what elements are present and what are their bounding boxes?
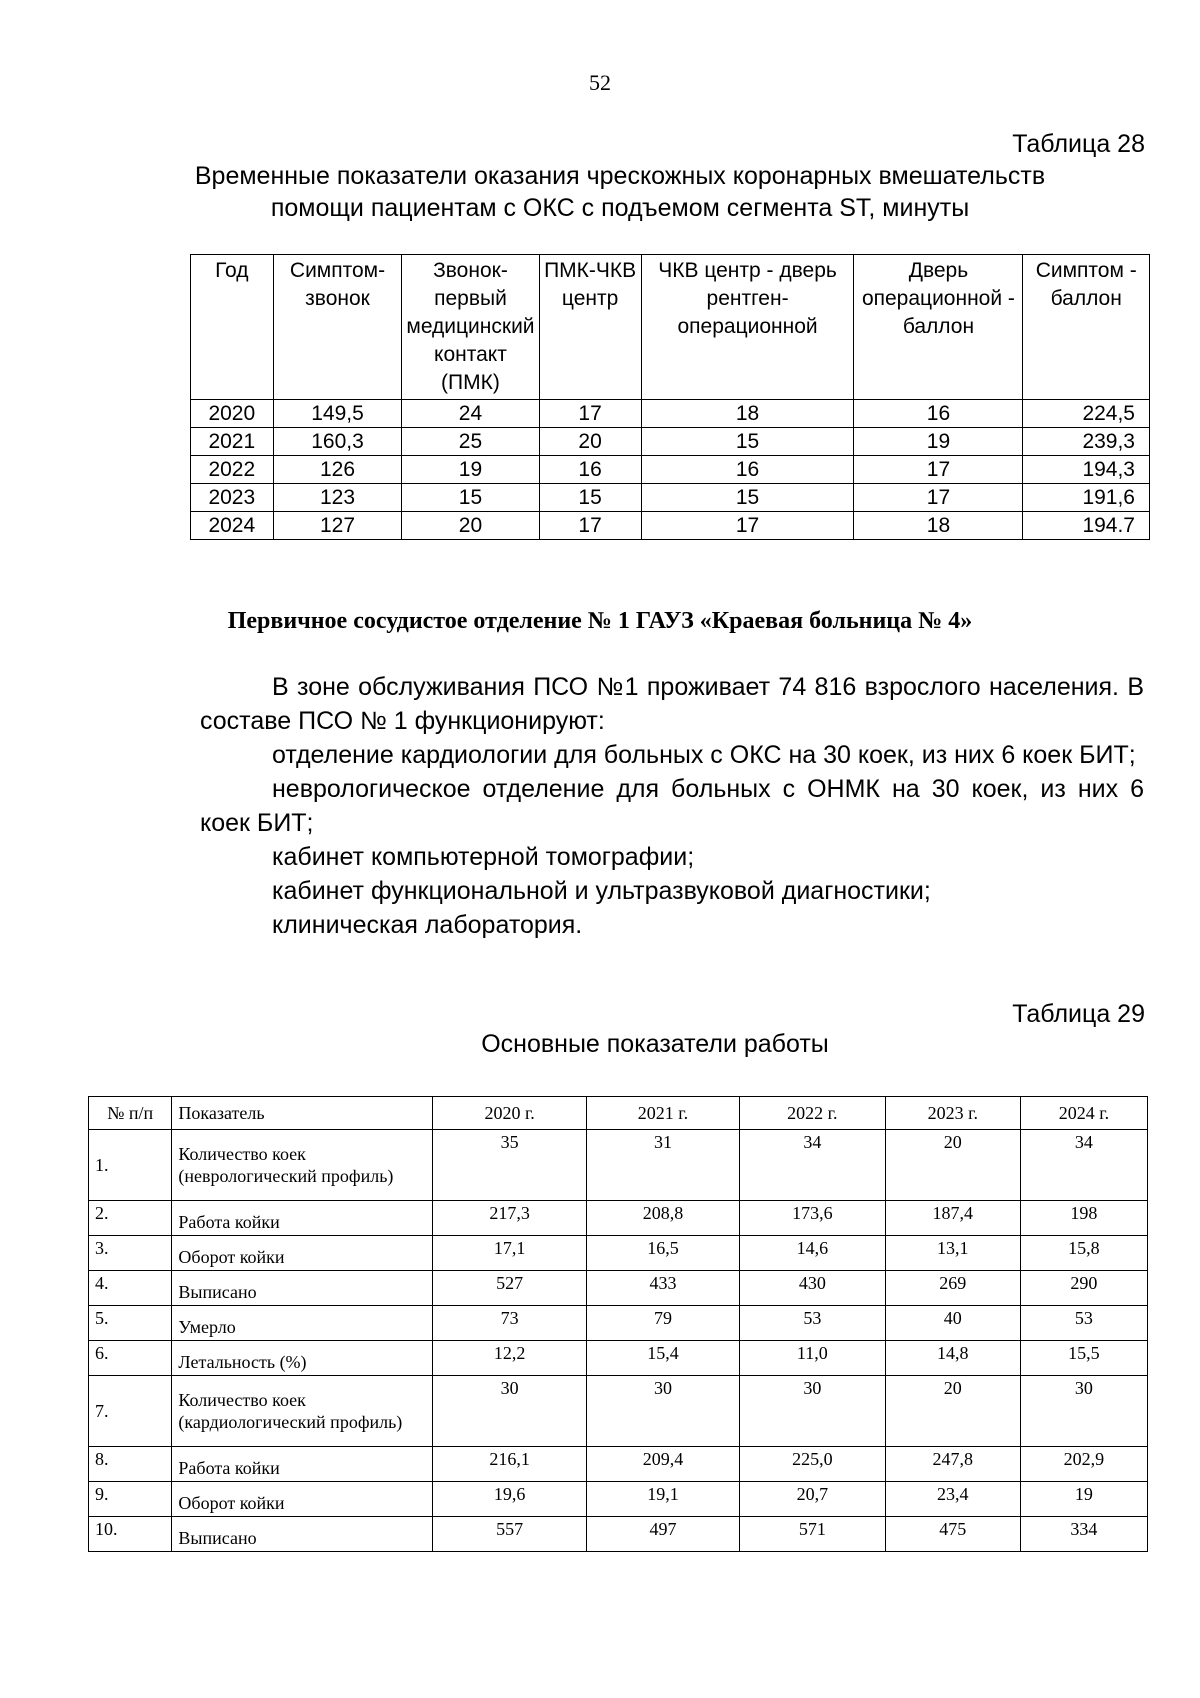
t28-header-fmc-pci: ПМК-ЧКВ центр <box>539 255 641 400</box>
table-cell: 17,1 <box>433 1236 587 1271</box>
table-cell: 19 <box>1020 1482 1147 1517</box>
table-28-label: Таблица 28 <box>1012 130 1145 158</box>
table-cell: 17 <box>854 484 1023 512</box>
table-cell: 15 <box>539 484 641 512</box>
table-cell: Работа койки <box>172 1201 433 1236</box>
table-cell: 15 <box>402 484 539 512</box>
table-cell: 2020 <box>191 400 274 428</box>
table-cell: 15,5 <box>1020 1341 1147 1376</box>
table-cell: 6. <box>89 1341 172 1376</box>
table-cell: 160,3 <box>273 428 402 456</box>
table-cell: Количество коек (кардиологический профиль) <box>172 1376 433 1447</box>
table-cell: 20 <box>885 1376 1020 1447</box>
table-row <box>191 400 1150 428</box>
table-cell: 17 <box>539 400 641 428</box>
table-28-title-line1: Временные показатели оказания чрескожных коронарных вмешательств <box>194 162 1046 190</box>
table-cell: 1. <box>89 1130 172 1201</box>
table-cell: 20,7 <box>739 1482 885 1517</box>
table-cell: 18 <box>641 400 854 428</box>
t29-header-2023: 2023 г. <box>885 1097 1020 1130</box>
table-row <box>89 1236 1148 1271</box>
t29-header-2022: 2022 г. <box>739 1097 885 1130</box>
paragraph-6: клиническая лаборатория. <box>272 911 583 939</box>
table-cell: 31 <box>587 1130 740 1201</box>
table-cell: 23,4 <box>885 1482 1020 1517</box>
table-row <box>89 1482 1148 1517</box>
paragraph-1: В зоне обслуживания ПСО №1 проживает 74 816 взрослого населения. В составе ПСО № 1 функционируют: <box>200 673 1144 735</box>
table-row <box>89 1517 1148 1552</box>
table-row <box>191 456 1150 484</box>
t29-header-index: № п/п <box>89 1097 172 1130</box>
table-cell: 15 <box>641 484 854 512</box>
table-cell: 13,1 <box>885 1236 1020 1271</box>
table-cell: 334 <box>1020 1517 1147 1552</box>
table-cell: 16,5 <box>587 1236 740 1271</box>
table-cell: Оборот койки <box>172 1482 433 1517</box>
paragraph-4: кабинет компьютерной томографии; <box>272 843 695 871</box>
table-cell: 187,4 <box>885 1201 1020 1236</box>
table-cell: 3. <box>89 1236 172 1271</box>
table-29-title: Основные показатели работы <box>481 1030 829 1058</box>
table-cell: 19 <box>854 428 1023 456</box>
table-cell: 17 <box>641 512 854 540</box>
table-cell: 571 <box>739 1517 885 1552</box>
table-cell: Количество коек (неврологический профиль) <box>172 1130 433 1201</box>
table-cell: 224,5 <box>1023 400 1150 428</box>
table-cell: 216,1 <box>433 1447 587 1482</box>
table-row <box>191 484 1150 512</box>
table-row <box>89 1201 1148 1236</box>
table-cell: 20 <box>885 1130 1020 1201</box>
table-cell: 9. <box>89 1482 172 1517</box>
t28-header-door-balloon: Дверь операционной - баллон <box>854 255 1023 400</box>
paragraph-5: кабинет функциональной и ультразвуковой диагностики; <box>272 877 931 905</box>
page-number: 52 <box>589 70 611 95</box>
table-cell: Оборот койки <box>172 1236 433 1271</box>
table-cell: 194,3 <box>1023 456 1150 484</box>
table-cell: 217,3 <box>433 1201 587 1236</box>
table-cell: 173,6 <box>739 1201 885 1236</box>
table-cell: 34 <box>739 1130 885 1201</box>
table-cell: 2023 <box>191 484 274 512</box>
table-row <box>191 428 1150 456</box>
table-cell: 15,8 <box>1020 1236 1147 1271</box>
table-cell: 433 <box>587 1271 740 1306</box>
t28-header-year: Год <box>191 255 274 400</box>
table-cell: 269 <box>885 1271 1020 1306</box>
table-cell: 527 <box>433 1271 587 1306</box>
table-cell: 202,9 <box>1020 1447 1147 1482</box>
table-28-header-row <box>191 255 1150 400</box>
table-cell: 14,8 <box>885 1341 1020 1376</box>
table-cell: 18 <box>854 512 1023 540</box>
table-cell: 557 <box>433 1517 587 1552</box>
t29-header-indicator: Показатель <box>172 1097 433 1130</box>
table-row <box>89 1306 1148 1341</box>
table-28-title-line2: помощи пациентам с ОКС с подъемом сегмента ST, минуты <box>270 194 970 222</box>
t28-header-symptom-call: Симптом-звонок <box>273 255 402 400</box>
table-cell: 225,0 <box>739 1447 885 1482</box>
table-cell: 127 <box>273 512 402 540</box>
table-cell: 149,5 <box>273 400 402 428</box>
table-28 <box>190 254 1150 540</box>
t29-header-2021: 2021 г. <box>587 1097 740 1130</box>
table-cell: 15 <box>641 428 854 456</box>
section-heading: Первичное сосудистое отделение № 1 ГАУЗ «Краевая больница № 4» <box>227 608 973 634</box>
table-cell: 209,4 <box>587 1447 740 1482</box>
table-cell: 191,6 <box>1023 484 1150 512</box>
table-cell: 5. <box>89 1306 172 1341</box>
table-cell: 19,6 <box>433 1482 587 1517</box>
table-cell: 17 <box>854 456 1023 484</box>
table-cell: 30 <box>587 1376 740 1447</box>
table-cell: 16 <box>641 456 854 484</box>
body-text <box>200 670 1144 942</box>
table-row <box>89 1341 1148 1376</box>
table-cell: 2. <box>89 1201 172 1236</box>
table-cell: 30 <box>739 1376 885 1447</box>
table-cell: 208,8 <box>587 1201 740 1236</box>
table-cell: 30 <box>433 1376 587 1447</box>
table-cell: 14,6 <box>739 1236 885 1271</box>
table-cell: 25 <box>402 428 539 456</box>
table-cell: Летальность (%) <box>172 1341 433 1376</box>
table-cell: 19 <box>402 456 539 484</box>
table-cell: 7. <box>89 1376 172 1447</box>
table-cell: 194.7 <box>1023 512 1150 540</box>
table-cell: 290 <box>1020 1271 1147 1306</box>
table-cell: 24 <box>402 400 539 428</box>
table-cell: 53 <box>1020 1306 1147 1341</box>
table-cell: 12,2 <box>433 1341 587 1376</box>
table-cell: 20 <box>402 512 539 540</box>
table-cell: Выписано <box>172 1271 433 1306</box>
table-cell: Умерло <box>172 1306 433 1341</box>
table-cell: 16 <box>539 456 641 484</box>
table-cell: 2021 <box>191 428 274 456</box>
t29-header-2020: 2020 г. <box>433 1097 587 1130</box>
table-cell: 4. <box>89 1271 172 1306</box>
table-cell: 15,4 <box>587 1341 740 1376</box>
table-cell: 79 <box>587 1306 740 1341</box>
table-cell: 20 <box>539 428 641 456</box>
table-cell: 239,3 <box>1023 428 1150 456</box>
table-cell: Выписано <box>172 1517 433 1552</box>
table-cell: 35 <box>433 1130 587 1201</box>
table-29-header-row <box>89 1097 1148 1130</box>
table-row <box>89 1271 1148 1306</box>
table-cell: 34 <box>1020 1130 1147 1201</box>
table-cell: 73 <box>433 1306 587 1341</box>
table-cell: 10. <box>89 1517 172 1552</box>
table-cell: 475 <box>885 1517 1020 1552</box>
paragraph-2: отделение кардиологии для больных с ОКС на 30 коек, из них 6 коек БИТ; <box>272 741 1136 769</box>
table-cell: 247,8 <box>885 1447 1020 1482</box>
table-cell: Работа койки <box>172 1447 433 1482</box>
table-cell: 2022 <box>191 456 274 484</box>
table-29-label: Таблица 29 <box>1012 1000 1145 1028</box>
t29-header-2024: 2024 г. <box>1020 1097 1147 1130</box>
table-cell: 11,0 <box>739 1341 885 1376</box>
t28-header-pci-door: ЧКВ центр - дверь рентген-операционной <box>641 255 854 400</box>
table-29 <box>88 1096 1148 1552</box>
table-cell: 40 <box>885 1306 1020 1341</box>
table-cell: 53 <box>739 1306 885 1341</box>
table-cell: 30 <box>1020 1376 1147 1447</box>
table-row <box>191 512 1150 540</box>
paragraph-3: неврологическое отделение для больных с ОНМК на 30 коек, из них 6 коек БИТ; <box>200 775 1144 837</box>
t28-header-call-fmc: Звонок-первый медицинский контакт (ПМК) <box>402 255 539 400</box>
table-row <box>89 1447 1148 1482</box>
table-cell: 123 <box>273 484 402 512</box>
table-cell: 8. <box>89 1447 172 1482</box>
table-cell: 2024 <box>191 512 274 540</box>
table-row <box>89 1130 1148 1201</box>
table-cell: 198 <box>1020 1201 1147 1236</box>
table-cell: 497 <box>587 1517 740 1552</box>
table-28-title <box>150 160 1090 224</box>
table-cell: 16 <box>854 400 1023 428</box>
table-cell: 126 <box>273 456 402 484</box>
table-row <box>89 1376 1148 1447</box>
t28-header-symptom-balloon: Симптом - баллон <box>1023 255 1150 400</box>
table-cell: 17 <box>539 512 641 540</box>
table-cell: 19,1 <box>587 1482 740 1517</box>
table-cell: 430 <box>739 1271 885 1306</box>
